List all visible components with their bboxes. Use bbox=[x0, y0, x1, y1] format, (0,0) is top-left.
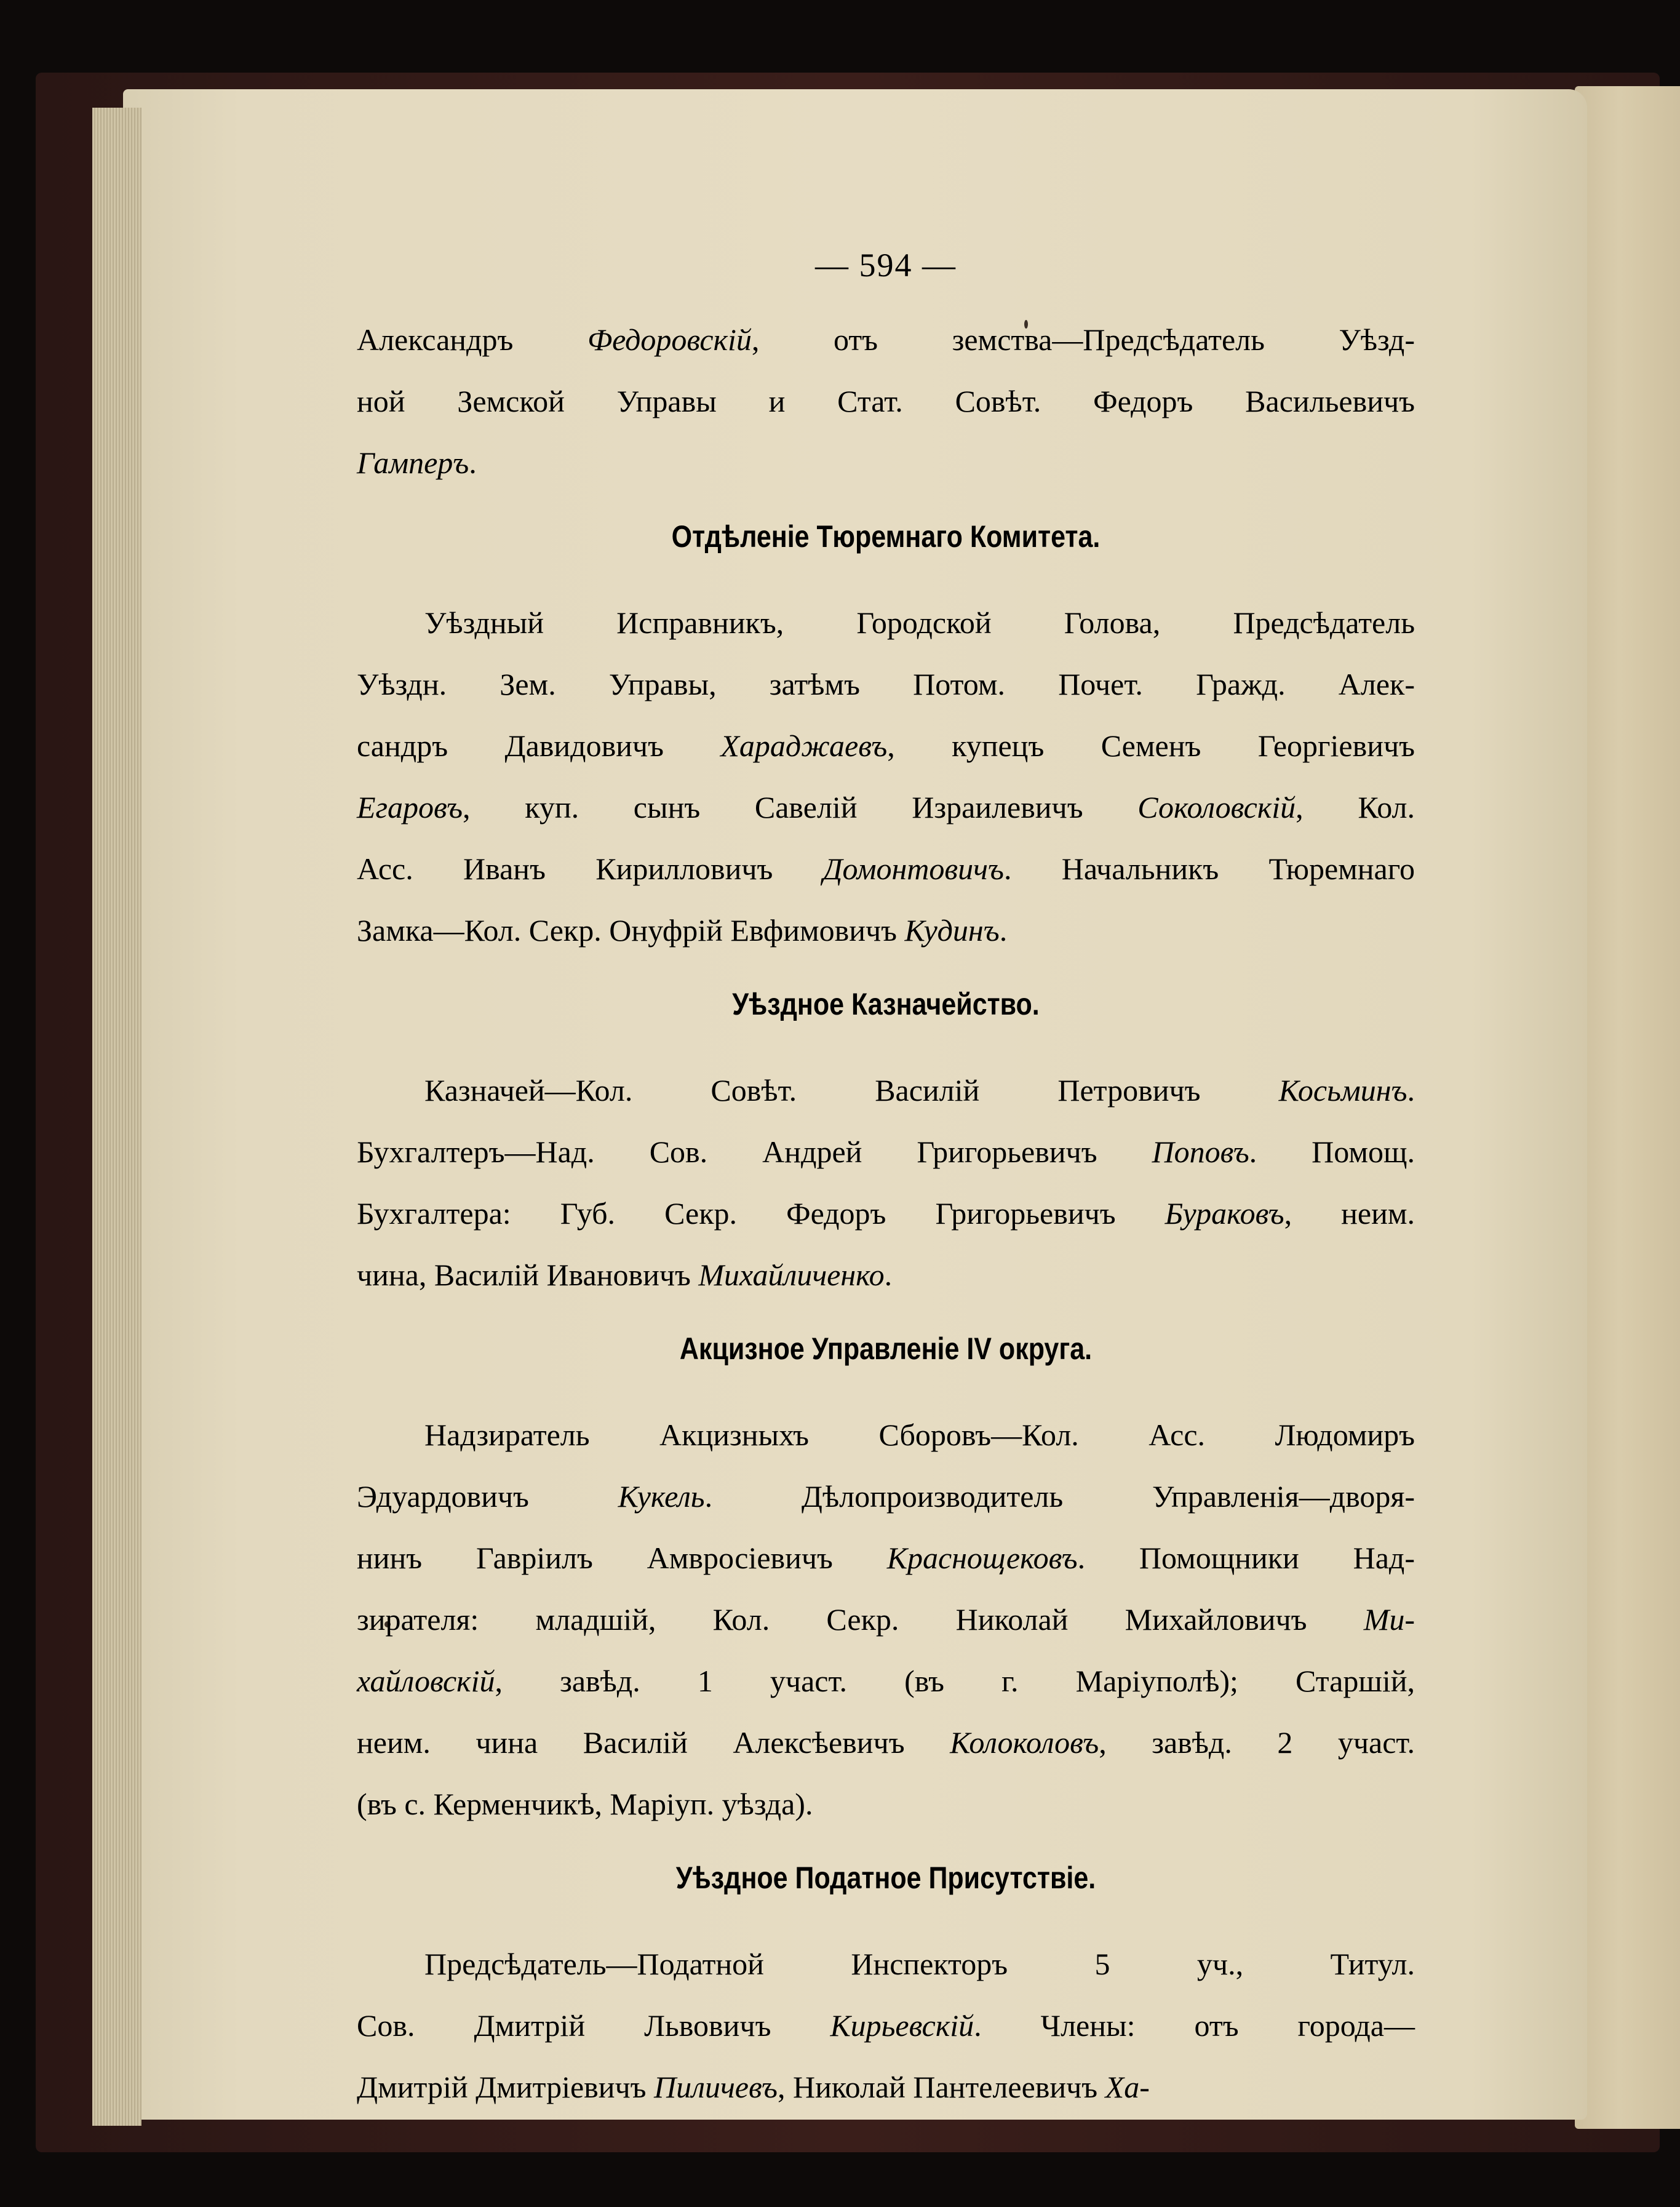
surname: Краснощековъ bbox=[886, 1541, 1078, 1575]
text-line: зирателя: младшій, Кол. Секр. Николай Михайловичъ Ми- bbox=[357, 1602, 1415, 1637]
surname: Хараджаевъ bbox=[720, 728, 888, 763]
text-line: Эдуардовичъ Кукель. Дѣлопроизводитель Управленія—дворя- bbox=[357, 1479, 1415, 1514]
paragraph bbox=[357, 592, 1415, 961]
surname: Михайличенко bbox=[698, 1258, 885, 1292]
text-line: Замка—Кол. Секр. Онуфрій Евфимовичъ Кудинъ. bbox=[357, 913, 1008, 948]
surname: Ха- bbox=[1105, 2070, 1150, 2104]
text-line: Предсѣдатель—Податной Инспекторъ 5 уч., Титул. bbox=[424, 1947, 1415, 1981]
page-text bbox=[357, 246, 1415, 2118]
surname: Ми- bbox=[1363, 1602, 1415, 1637]
text-line: Бухгалтеръ—Над. Сов. Андрей Григорьевичъ Поповъ. Помощ. bbox=[357, 1135, 1415, 1169]
text-line: Уѣздн. Зем. Управы, затѣмъ Потом. Почет. Гражд. Алек- bbox=[357, 667, 1415, 701]
text-line: (въ с. Керменчикѣ, Маріуп. уѣзда). bbox=[357, 1787, 813, 1821]
text-line: ной Земской Управы и Стат. Совѣт. Федоръ Васильевичъ bbox=[357, 384, 1415, 418]
text-line: Асс. Иванъ Кирилловичъ Домонтовичъ. Начальникъ Тюремнаго bbox=[357, 852, 1415, 886]
surname: Соколовскій bbox=[1137, 790, 1296, 824]
section-heading: Акцизное Управленіе IV округа. bbox=[679, 1331, 1093, 1366]
paragraph bbox=[357, 1933, 1415, 2118]
text-line: Гамперъ. bbox=[357, 445, 477, 480]
page-edges bbox=[92, 108, 141, 2126]
surname: Косьминъ bbox=[1278, 1073, 1407, 1107]
section-heading: Отдѣленіе Тюремнаго Комитета. bbox=[671, 519, 1101, 554]
section-heading: Уѣздное Податное Присутствіе. bbox=[675, 1861, 1096, 1895]
surname: Федоровскій bbox=[587, 322, 752, 357]
surname: Колоколовъ bbox=[950, 1725, 1099, 1760]
text-line: Егаровъ, куп. сынъ Савелій Израилевичъ Соколовскій, Кол. bbox=[357, 790, 1415, 824]
surname: хайловскій bbox=[357, 1664, 495, 1698]
text-line: Казначей—Кол. Совѣт. Василій Петровичъ Косьминъ. bbox=[424, 1073, 1415, 1107]
paragraph bbox=[357, 1060, 1415, 1306]
surname: Домонтовичъ bbox=[822, 852, 1004, 886]
surname: Кудинъ bbox=[904, 913, 1000, 948]
page-number: — 594 — bbox=[815, 247, 957, 284]
surname: Пиличевъ bbox=[654, 2070, 778, 2104]
text-line: сандръ Давидовичъ Хараджаевъ, купецъ Семенъ Георгіевичъ bbox=[357, 728, 1415, 763]
surname: Егаровъ bbox=[357, 790, 463, 824]
paragraph bbox=[357, 1404, 1415, 1835]
text-line: нинъ Гаврiилъ Амвросіевичъ Краснощековъ. Помощники Над- bbox=[357, 1541, 1415, 1575]
surname: Бураковъ bbox=[1164, 1196, 1284, 1231]
next-page-edge bbox=[1575, 86, 1680, 2129]
text-line: Надзиратель Акцизныхъ Сборовъ—Кол. Асс. Людомиръ bbox=[424, 1418, 1415, 1452]
text-blocks bbox=[357, 309, 1415, 2118]
text-line: неим. чина Василій Алексѣевичъ Колоколовъ, завѣд. 2 участ. bbox=[357, 1725, 1415, 1760]
text-line: чина, Василій Ивановичъ Михайличенко. bbox=[357, 1258, 893, 1292]
text-line: хайловскій, завѣд. 1 участ. (въ г. Маріуполѣ); Старшій, bbox=[357, 1664, 1415, 1698]
text-line: Уѣздный Исправникъ, Городской Голова, Предсѣдатель bbox=[424, 605, 1415, 640]
surname: Гамперъ bbox=[357, 445, 469, 480]
text-line: Александръ Федоровскій, отъ земства—Предсѣдатель Уѣзд- bbox=[357, 322, 1415, 357]
surname: Кирьевскій bbox=[830, 2008, 974, 2043]
surname: Поповъ bbox=[1152, 1135, 1249, 1169]
surname: Кукель bbox=[618, 1479, 705, 1514]
paragraph bbox=[357, 309, 1415, 493]
text-line: Бухгалтера: Губ. Секр. Федоръ Григорьевичъ Бураковъ, неим. bbox=[357, 1196, 1415, 1231]
section-heading: Уѣздное Казначейство. bbox=[732, 987, 1040, 1021]
text-line: Дмитрій Дмитріевичъ Пиличевъ, Николай Пантелеевичъ Ха- bbox=[357, 2070, 1150, 2104]
text-line: Сов. Дмитрій Львовичъ Кирьевскій. Члены: отъ города— bbox=[357, 2008, 1415, 2043]
